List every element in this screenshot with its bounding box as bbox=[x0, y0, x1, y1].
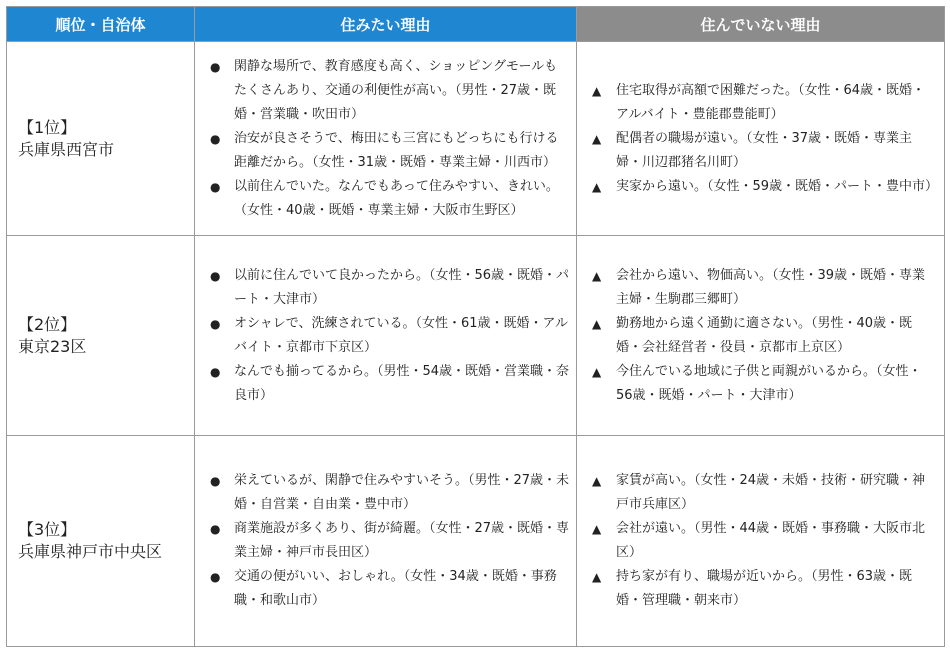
table-row bbox=[7, 236, 945, 436]
bullet-icon: ● bbox=[210, 316, 221, 331]
rank-cell bbox=[7, 436, 195, 647]
list-item: ▲ 配偶者の職場が遠い。（女性・37歳・既婚・専業主婦・川辺郡猪名川町） bbox=[587, 127, 938, 175]
reasons-cell bbox=[195, 42, 577, 236]
rank-label: 【2位】 bbox=[18, 314, 77, 334]
bullet-icon: ● bbox=[210, 522, 221, 536]
not-reasons-cell bbox=[577, 42, 945, 236]
reasons-cell bbox=[195, 436, 577, 647]
bullet-icon: ● bbox=[210, 364, 221, 379]
list-item: ▲ 実家から遠い。（女性・59歳・既婚・パート・豊中市） bbox=[587, 175, 938, 199]
list-item: ▲ 住宅取得が高額で困難だった。（女性・64歳・既婚・アルバイト・豊能郡豊能町） bbox=[587, 79, 938, 127]
header-row bbox=[7, 7, 945, 42]
rank-cell bbox=[7, 236, 195, 436]
triangle-icon: ▲ bbox=[592, 179, 602, 194]
list-item: ▲ 家賃が高い。（女性・24歳・未婚・技術・研究職・神戸市兵庫区） bbox=[587, 469, 938, 517]
table-row bbox=[7, 436, 945, 647]
bullet-icon: ● bbox=[210, 59, 221, 74]
rank-label: 【3位】 bbox=[18, 520, 77, 539]
triangle-icon: ▲ bbox=[592, 316, 602, 331]
triangle-icon: ▲ bbox=[592, 522, 602, 536]
list-item: ● 商業施設が多くあり、街が綺麗。（女性・27歳・既婚・専業主婦・神戸市長田区） bbox=[205, 517, 570, 565]
triangle-icon: ▲ bbox=[592, 474, 602, 488]
header-not-reasons: 住んでいない理由 bbox=[577, 7, 945, 42]
list-item: ● 以前住んでいた。なんでもあって住みやすい、きれい。（女性・40歳・既婚・専業主婦・大阪市生野区） bbox=[205, 175, 570, 223]
bullet-icon: ● bbox=[210, 131, 221, 146]
city-name: 兵庫県西宮市 bbox=[18, 139, 115, 159]
city-name: 兵庫県神戸市中央区 bbox=[18, 542, 163, 561]
triangle-icon: ▲ bbox=[592, 83, 602, 98]
header-reasons: 住みたい理由 bbox=[195, 7, 577, 42]
list-item: ● 栄えているが、閑静で住みやすいそう。（男性・27歳・未婚・自営業・自由業・豊中市） bbox=[205, 469, 570, 517]
bullet-icon: ● bbox=[210, 570, 221, 584]
triangle-icon: ▲ bbox=[592, 268, 602, 283]
list-item: ▲ 会社が遠い。（男性・44歳・既婚・事務職・大阪市北区） bbox=[587, 517, 938, 565]
reasons-cell bbox=[195, 236, 577, 436]
ranking-table bbox=[6, 6, 945, 647]
list-item: ● 交通の便がいい、おしゃれ。（女性・34歳・既婚・事務職・和歌山市） bbox=[205, 565, 570, 613]
list-item: ▲ 今住んでいる地域に子供と両親がいるから。（女性・56歳・既婚・パート・大津市） bbox=[587, 360, 938, 408]
triangle-icon: ▲ bbox=[592, 131, 602, 146]
bullet-icon: ● bbox=[210, 179, 221, 194]
list-item: ● なんでも揃ってるから。（男性・54歳・既婚・営業職・奈良市） bbox=[205, 360, 570, 408]
list-item: ● オシャレで、洗練されている。（女性・61歳・既婚・アルバイト・京都市下京区） bbox=[205, 312, 570, 360]
list-item: ● 治安が良さそうで、梅田にも三宮にもどっちにも行ける距離だから。（女性・31歳・既婚・専業主婦・川西市） bbox=[205, 127, 570, 175]
not-reasons-cell bbox=[577, 236, 945, 436]
list-item: ● 閑静な場所で、教育感度も高く、ショッピングモールもたくさんあり、交通の利便性が高い。（男性・27歳・既婚・営業職・吹田市） bbox=[205, 55, 570, 127]
city-name: 東京23区 bbox=[18, 336, 87, 356]
list-item: ▲ 会社から遠い、物価高い。（女性・39歳・既婚・専業主婦・生駒郡三郷町） bbox=[587, 264, 938, 312]
triangle-icon: ▲ bbox=[592, 570, 602, 584]
not-reasons-cell bbox=[577, 436, 945, 647]
bullet-icon: ● bbox=[210, 268, 221, 283]
triangle-icon: ▲ bbox=[592, 364, 602, 379]
rank-label: 【1位】 bbox=[18, 117, 77, 137]
bullet-icon: ● bbox=[210, 474, 221, 488]
list-item: ▲ 勤務地から遠く通勤に適さない。（男性・40歳・既婚・会社経営者・役員・京都市上京区） bbox=[587, 312, 938, 360]
list-item: ▲ 持ち家が有り、職場が近いから。（男性・63歳・既婚・管理職・朝来市） bbox=[587, 565, 938, 613]
header-rank: 順位・自治体 bbox=[7, 7, 195, 42]
list-item: ● 以前に住んでいて良かったから。（女性・56歳・既婚・パート・大津市） bbox=[205, 264, 570, 312]
rank-cell bbox=[7, 42, 195, 236]
table-row bbox=[7, 42, 945, 236]
